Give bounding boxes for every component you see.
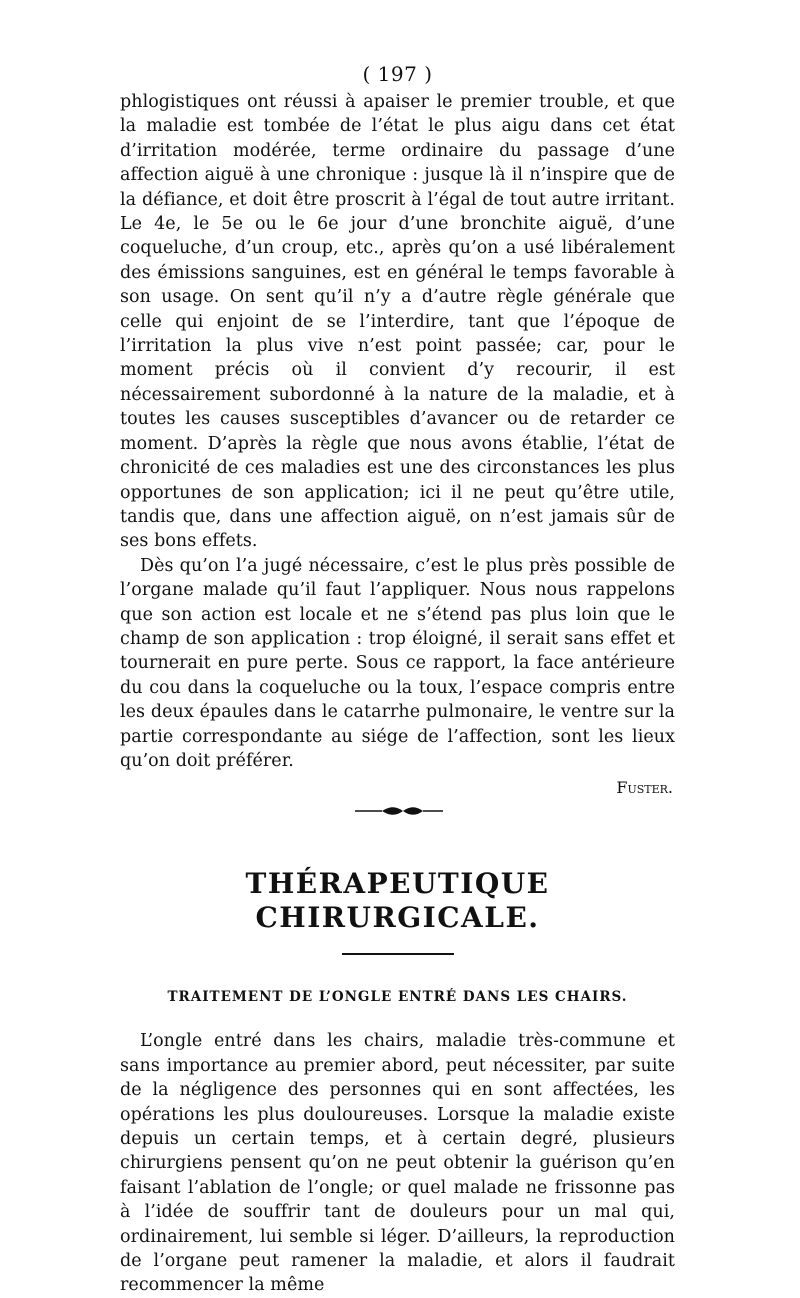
paragraph-3: L’ongle entré dans les chairs, maladie très-commune et sans importance au premier abord, peut nécessiter, par suite de la négligence des personnes qui en sont affectées, les opérations les plus douloureuses. Lorsque la maladie existe depuis un certain temps, et à certain degré, plusieurs chirurgiens pensent qu’on ne peut obtenir la guérison qu’en faisant l’ablation de l’ongle; or quel malade ne frissonne pas à l’idée de souffrir tant de douleurs pour un mal qui, ordinairement, lui semble si léger. D’ailleurs, la reproduction de l’organe peut ramener la maladie, et alors il faudrait recommencer la même: [120, 1031, 675, 1296]
title-rule: [342, 953, 454, 955]
section-title: THÉRAPEUTIQUE CHIRURGICALE.: [245, 867, 550, 935]
page: [120, 60, 675, 1298]
section-subtitle: TRAITEMENT DE L’ONGLE ENTRÉ DANS LES CHAIRS.: [167, 989, 628, 1006]
page-number: ( 197 ): [362, 62, 433, 86]
section-ornament: [120, 803, 675, 819]
paragraph-1: phlogistiques ont réussi à apaiser le premier trouble, et que la maladie est tombée de l’état le plus aigu dans cet état d’irritation modérée, terme ordinaire du passage d’une affection aiguë à une chronique : jusque là il n’inspire que de la défiance, et doit être proscrit à l’égal de tout autre irritant. Le 4e, le 5e ou le 6e jour d’une bronchite aiguë, d’une coqueluche, d’un croup, etc., après qu’on a usé libéralement des émissions sanguines, est en général le temps favorable à son usage. On sent qu’il n’y a d’autre règle générale que celle qui enjoint de se l’interdire, tant que l’époque de l’irritation la plus vive n’est point passée; car, pour le moment précis où il convient d’y recourir, il est nécessairement subordonné à la nature de la maladie, et à toutes les causes susceptibles d’avancer ou de retarder ce moment. D’après la règle que nous avons établie, l’état de chronicité de ces maladies est une des circonstances les plus opportunes de son application; ici il ne peut qu’être utile, tandis que, dans une affection aiguë, on n’est jamais sûr de ses bons effets.: [120, 92, 675, 552]
author-signature: Fuster.: [616, 778, 673, 798]
paragraph-2: Dès qu’on l’a jugé nécessaire, c’est le plus près possible de l’organe malade qu’il faut l’appliquer. Nous nous rappelons que son action est locale et ne s’étend pas plus loin que le champ de son application : trop éloigné, il serait sans effet et tournerait en pure perte. Sous ce rapport, la face antérieure du cou dans la coqueluche ou la toux, l’espace compris entre les deux épaules dans le catarrhe pulmonaire, le ventre sur la partie correspondante au siége de l’affection, sont les lieux qu’on doit préférer.: [120, 555, 675, 771]
